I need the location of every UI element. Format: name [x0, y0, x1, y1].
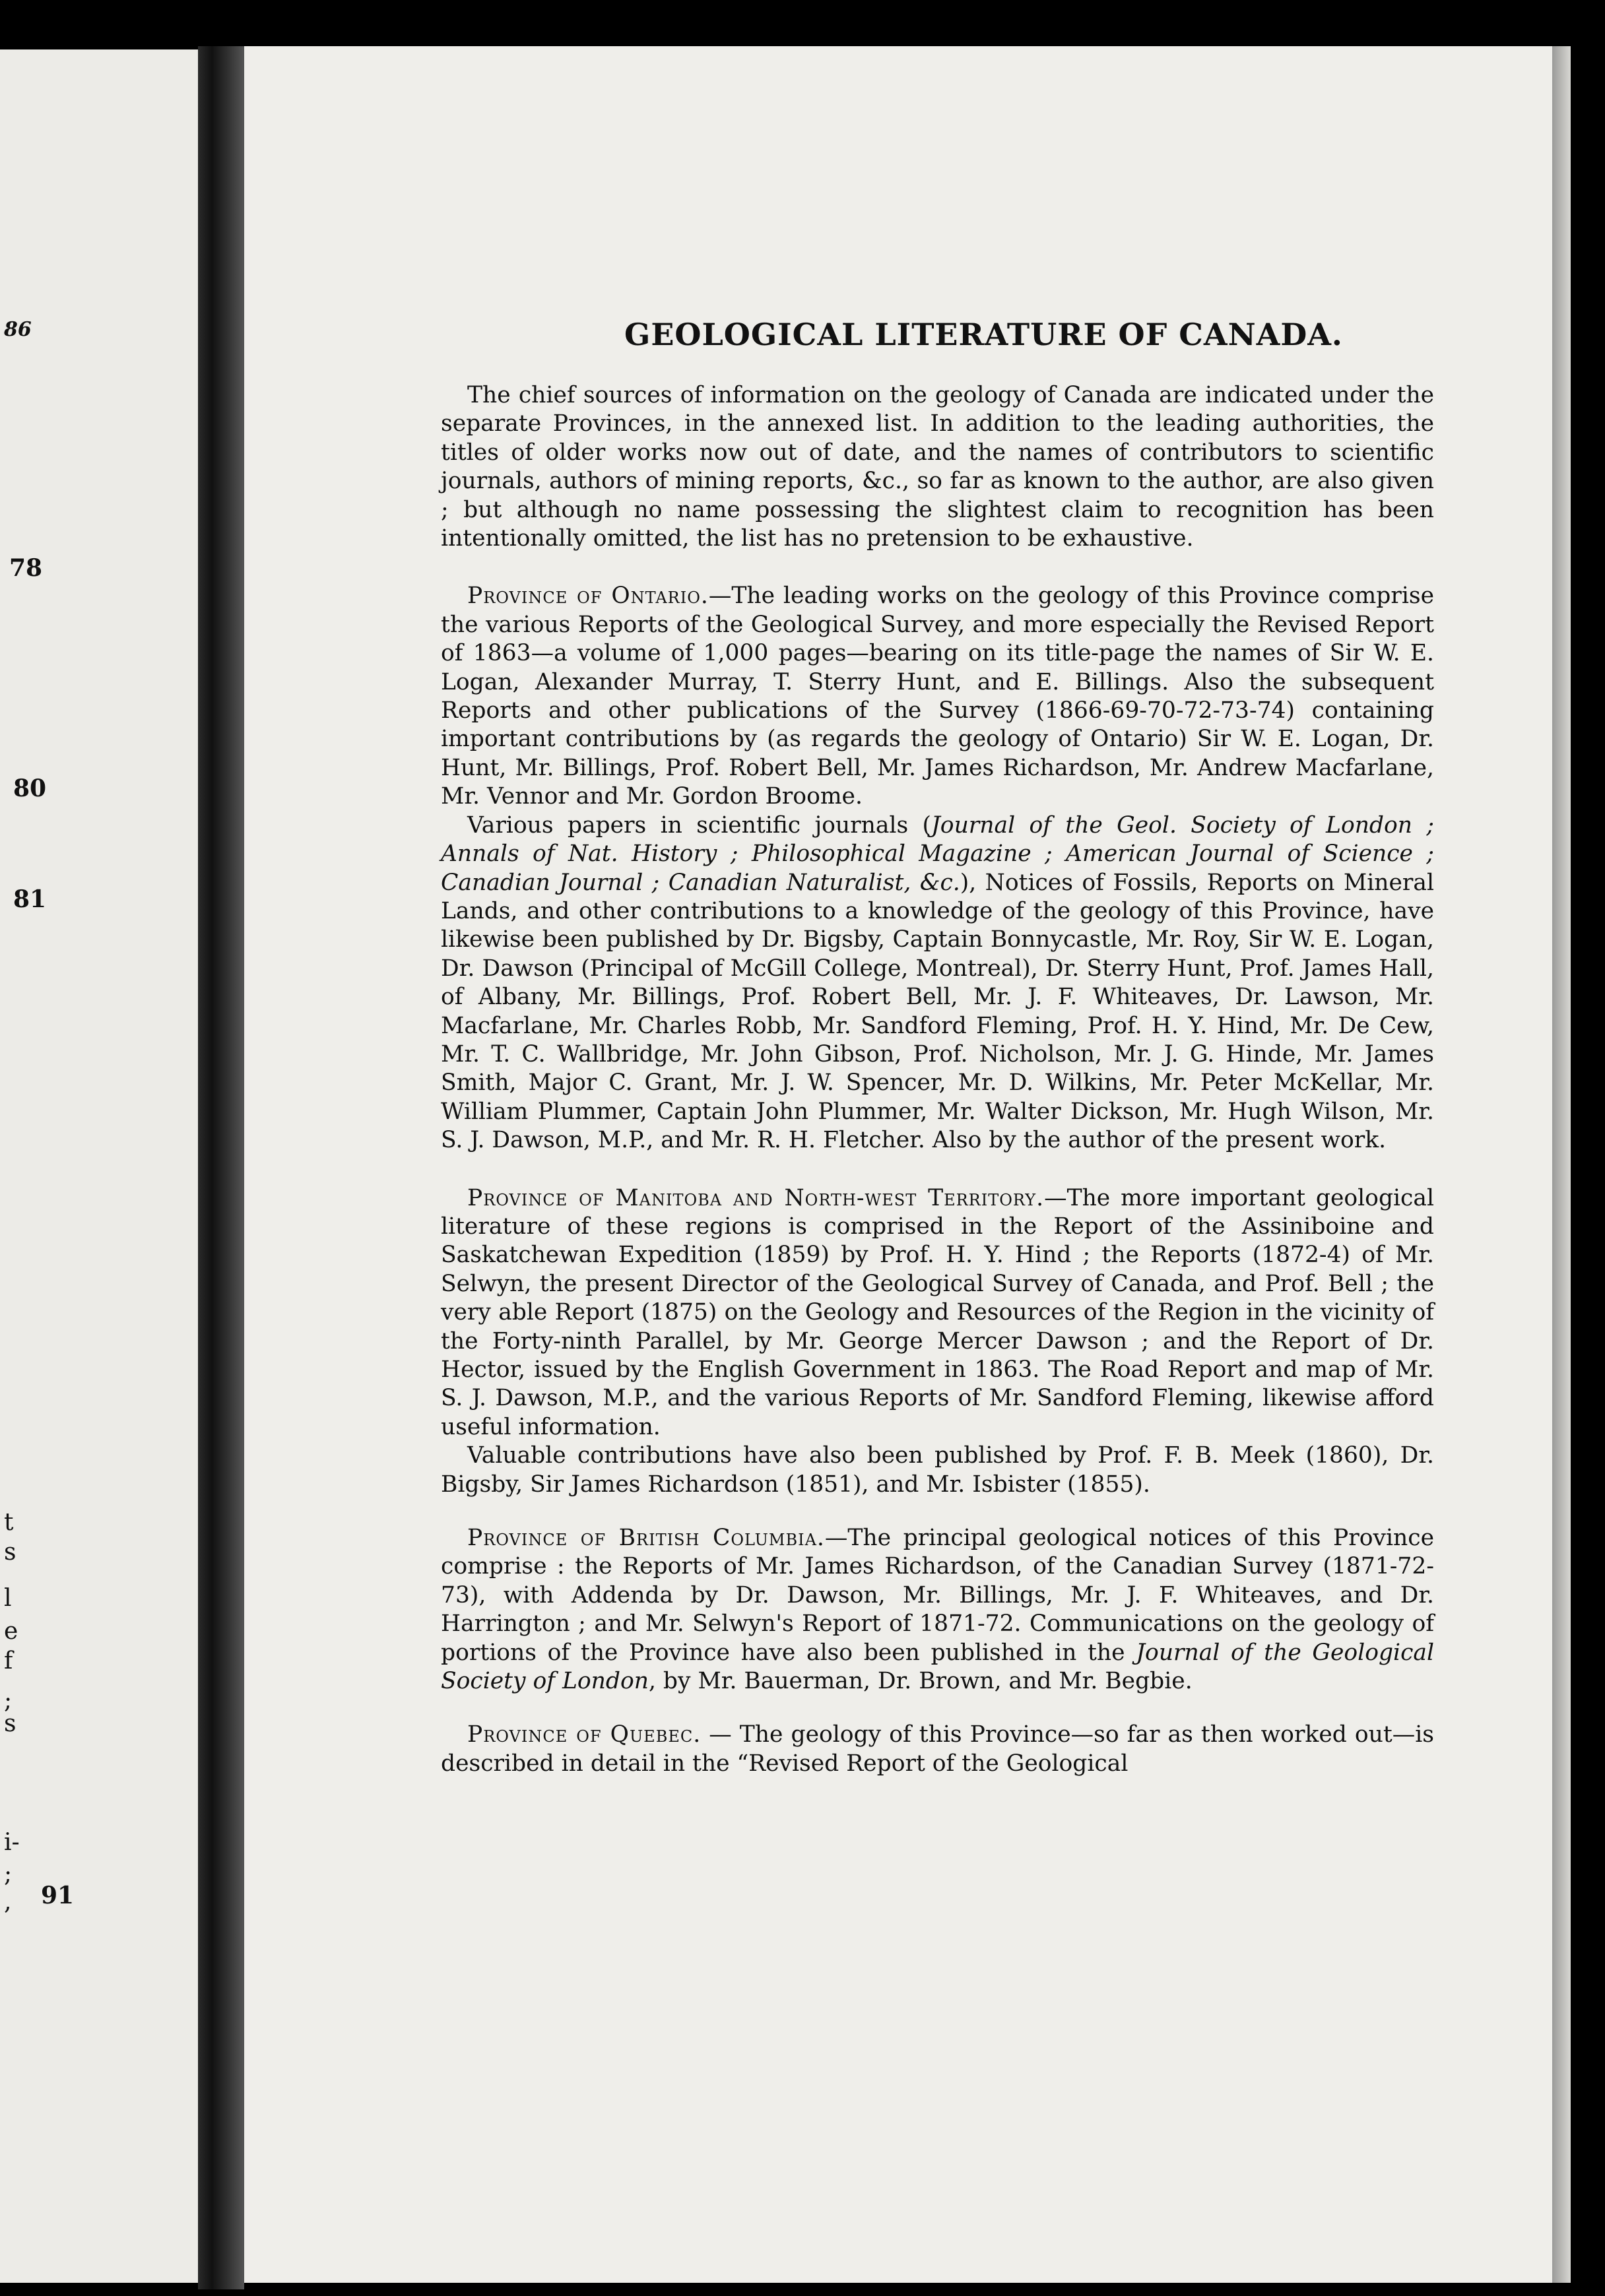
section-text: The more important geological literature of these regions is comprised in the Report of the Assiniboine and Saskatchewan Expedition (1859) by Prof. H. Y. Hind ; the Reports (1872-4) of Mr. Selwyn, the present Director of the Geological Survey of Canada, and Prof. Bell ; the very able Report (1875) on the Geology and Resources of the Region in the vicinity of the Forty-ninth Parallel, by Mr. George Mercer Dawson ; and the Report of Dr. Hector, issued by the English Government in 1863. The Road Report and map of Mr. S. J. Dawson, M.P., and the various Reports of Mr. Sandford Fleming, likewise afford useful information. — [441, 1184, 1434, 1440]
page-content — [441, 317, 1434, 1778]
page-edge-shadow — [1552, 46, 1571, 2283]
section-text: The leading works on the geology of this Province comprise the various Reports of the Geological Survey, and more especially the Revised Report of 1863—a volume of 1,000 pages—bearing on its title-page the names of Sir W. E. Logan, Alexander Murray, T. Sterry Hunt, and E. Billings. Also the subsequent Reports and other publications of the Survey (1866-69-70-72-73-74) containing important contributions by (as regards the geology of Ontario) Sir W. E. Logan, Dr. Hunt, Mr. Billings, Prof. Robert Bell, Mr. James Richardson, Mr. Andrew Macfarlane, Mr. Vennor and Mr. Gordon Broome. — [441, 583, 1434, 810]
margin-fragment: i- — [4, 1829, 20, 1856]
margin-fragment: ; — [4, 1861, 13, 1888]
margin-page-number: 81 — [13, 885, 47, 913]
margin-fragment: l — [4, 1585, 12, 1612]
section-text: The geology of this Province—so far as then worked out—is described in detail in the “Revised Report of the Geological — [441, 1721, 1434, 1777]
ontario-papers-paragraph — [441, 812, 1434, 1155]
em-dash: — — [701, 1721, 740, 1748]
em-dash: — — [1044, 1184, 1067, 1211]
margin-fragment: s — [4, 1539, 16, 1566]
margin-page-number: 78 — [9, 554, 43, 582]
journal-title: Journal of the Geological Society of London — [441, 1639, 1435, 1695]
manitoba-contributions-paragraph: Valuable contributions have also been published by Prof. F. B. Meek (1860), Dr. Bigsby, Sir James Richardson (1851), and Mr. Isbister (1855). — [441, 1442, 1434, 1498]
paragraph-text: Various papers in scientific journals ( — [467, 812, 931, 839]
margin-fragment: t — [4, 1509, 14, 1536]
intro-paragraph: The chief sources of information on the geology of Canada are indicated under the separate Provinces, in the annexed list. In addition to the leading authorities, the titles of older works now out of date, and the names of contributors to scientific journals, authors of mining reports, &c., so far as known to the author, are also given ; but although no name possessing the slightest claim to recognition has been intentionally omitted, the list has no pretension to be exhaustive. — [441, 382, 1434, 552]
british-columbia-section — [441, 1524, 1434, 1696]
margin-page-number: 80 — [13, 775, 47, 802]
em-dash: — — [708, 583, 732, 610]
section-heading: Province of Ontario. — [467, 583, 709, 610]
section-text: , by Mr. Bauerman, Dr. Brown, and Mr. Begbie. — [648, 1668, 1193, 1695]
quebec-section — [441, 1721, 1434, 1778]
margin-page-number: 91 — [41, 1882, 75, 1909]
paragraph-text: ), Notices of Fossils, Reports on Mineral Lands, and other contributions to a knowledge of the geology of this Province, have likewise been published by Dr. Bigsby, Captain Bonnycastle, Mr. Roy, Sir W. E. Logan, Dr. Dawson (Principal of McGill College, Montreal), Dr. Sterry Hunt, Prof. James Hall, of Albany, Mr. Billings, Prof. Robert Bell, Mr. J. F. Whiteaves, Dr. Lawson, Mr. Macfarlane, Mr. Charles Robb, Mr. Sandford Fleming, Prof. H. Y. Hind, Mr. De Cew, Mr. T. C. Wallbridge, Mr. John Gibson, Prof. Nicholson, Mr. J. G. Hinde, Mr. James Smith, Major C. Grant, Mr. J. W. Spencer, Mr. D. Wilkins, Mr. Peter McKellar, Mr. William Plummer, Captain John Plummer, Mr. Walter Dickson, Mr. Hugh Wilson, Mr. S. J. Dawson, M.P., and Mr. R. H. Fletcher. Also by the author of the present work. — [441, 869, 1434, 1154]
margin-fragment: ; — [4, 1687, 13, 1714]
section-heading: Province of Quebec. — [467, 1721, 702, 1748]
em-dash: — — [824, 1525, 848, 1552]
page-title: GEOLOGICAL LITERATURE OF CANADA. — [624, 317, 1343, 352]
journal-titles: Journal of the Geol. Society of London ; Annals of Nat. History ; Philosophical Magazine ; American Journal of Science ; Canadian Journal ; Canadian Naturalist, &c. — [441, 812, 1434, 896]
section-text: The principal geological notices of this Province comprise : the Reports of Mr. James Richardson, of the Canadian Survey (1871-72-73), with Addenda by Dr. Dawson, Mr. Billings, Mr. J. F. Whiteaves, and Dr. Harrington ; and Mr. Selwyn's Report of 1871-72. Communications on the geology of portions of the Province have also been published in the — [441, 1525, 1435, 1666]
manitoba-section — [441, 1184, 1434, 1442]
margin-fragment: s — [4, 1710, 16, 1737]
ontario-section — [441, 582, 1434, 811]
margin-page-number: 86 — [4, 318, 32, 341]
margin-fragment: f — [4, 1647, 13, 1674]
left-page-edge — [0, 49, 198, 2283]
section-heading: Province of British Columbia. — [467, 1525, 825, 1552]
book-gutter — [198, 46, 244, 2289]
section-heading: Province of Manitoba and North-west Territory. — [467, 1184, 1045, 1211]
margin-fragment: , — [4, 1888, 12, 1915]
margin-fragment: e — [4, 1618, 18, 1645]
